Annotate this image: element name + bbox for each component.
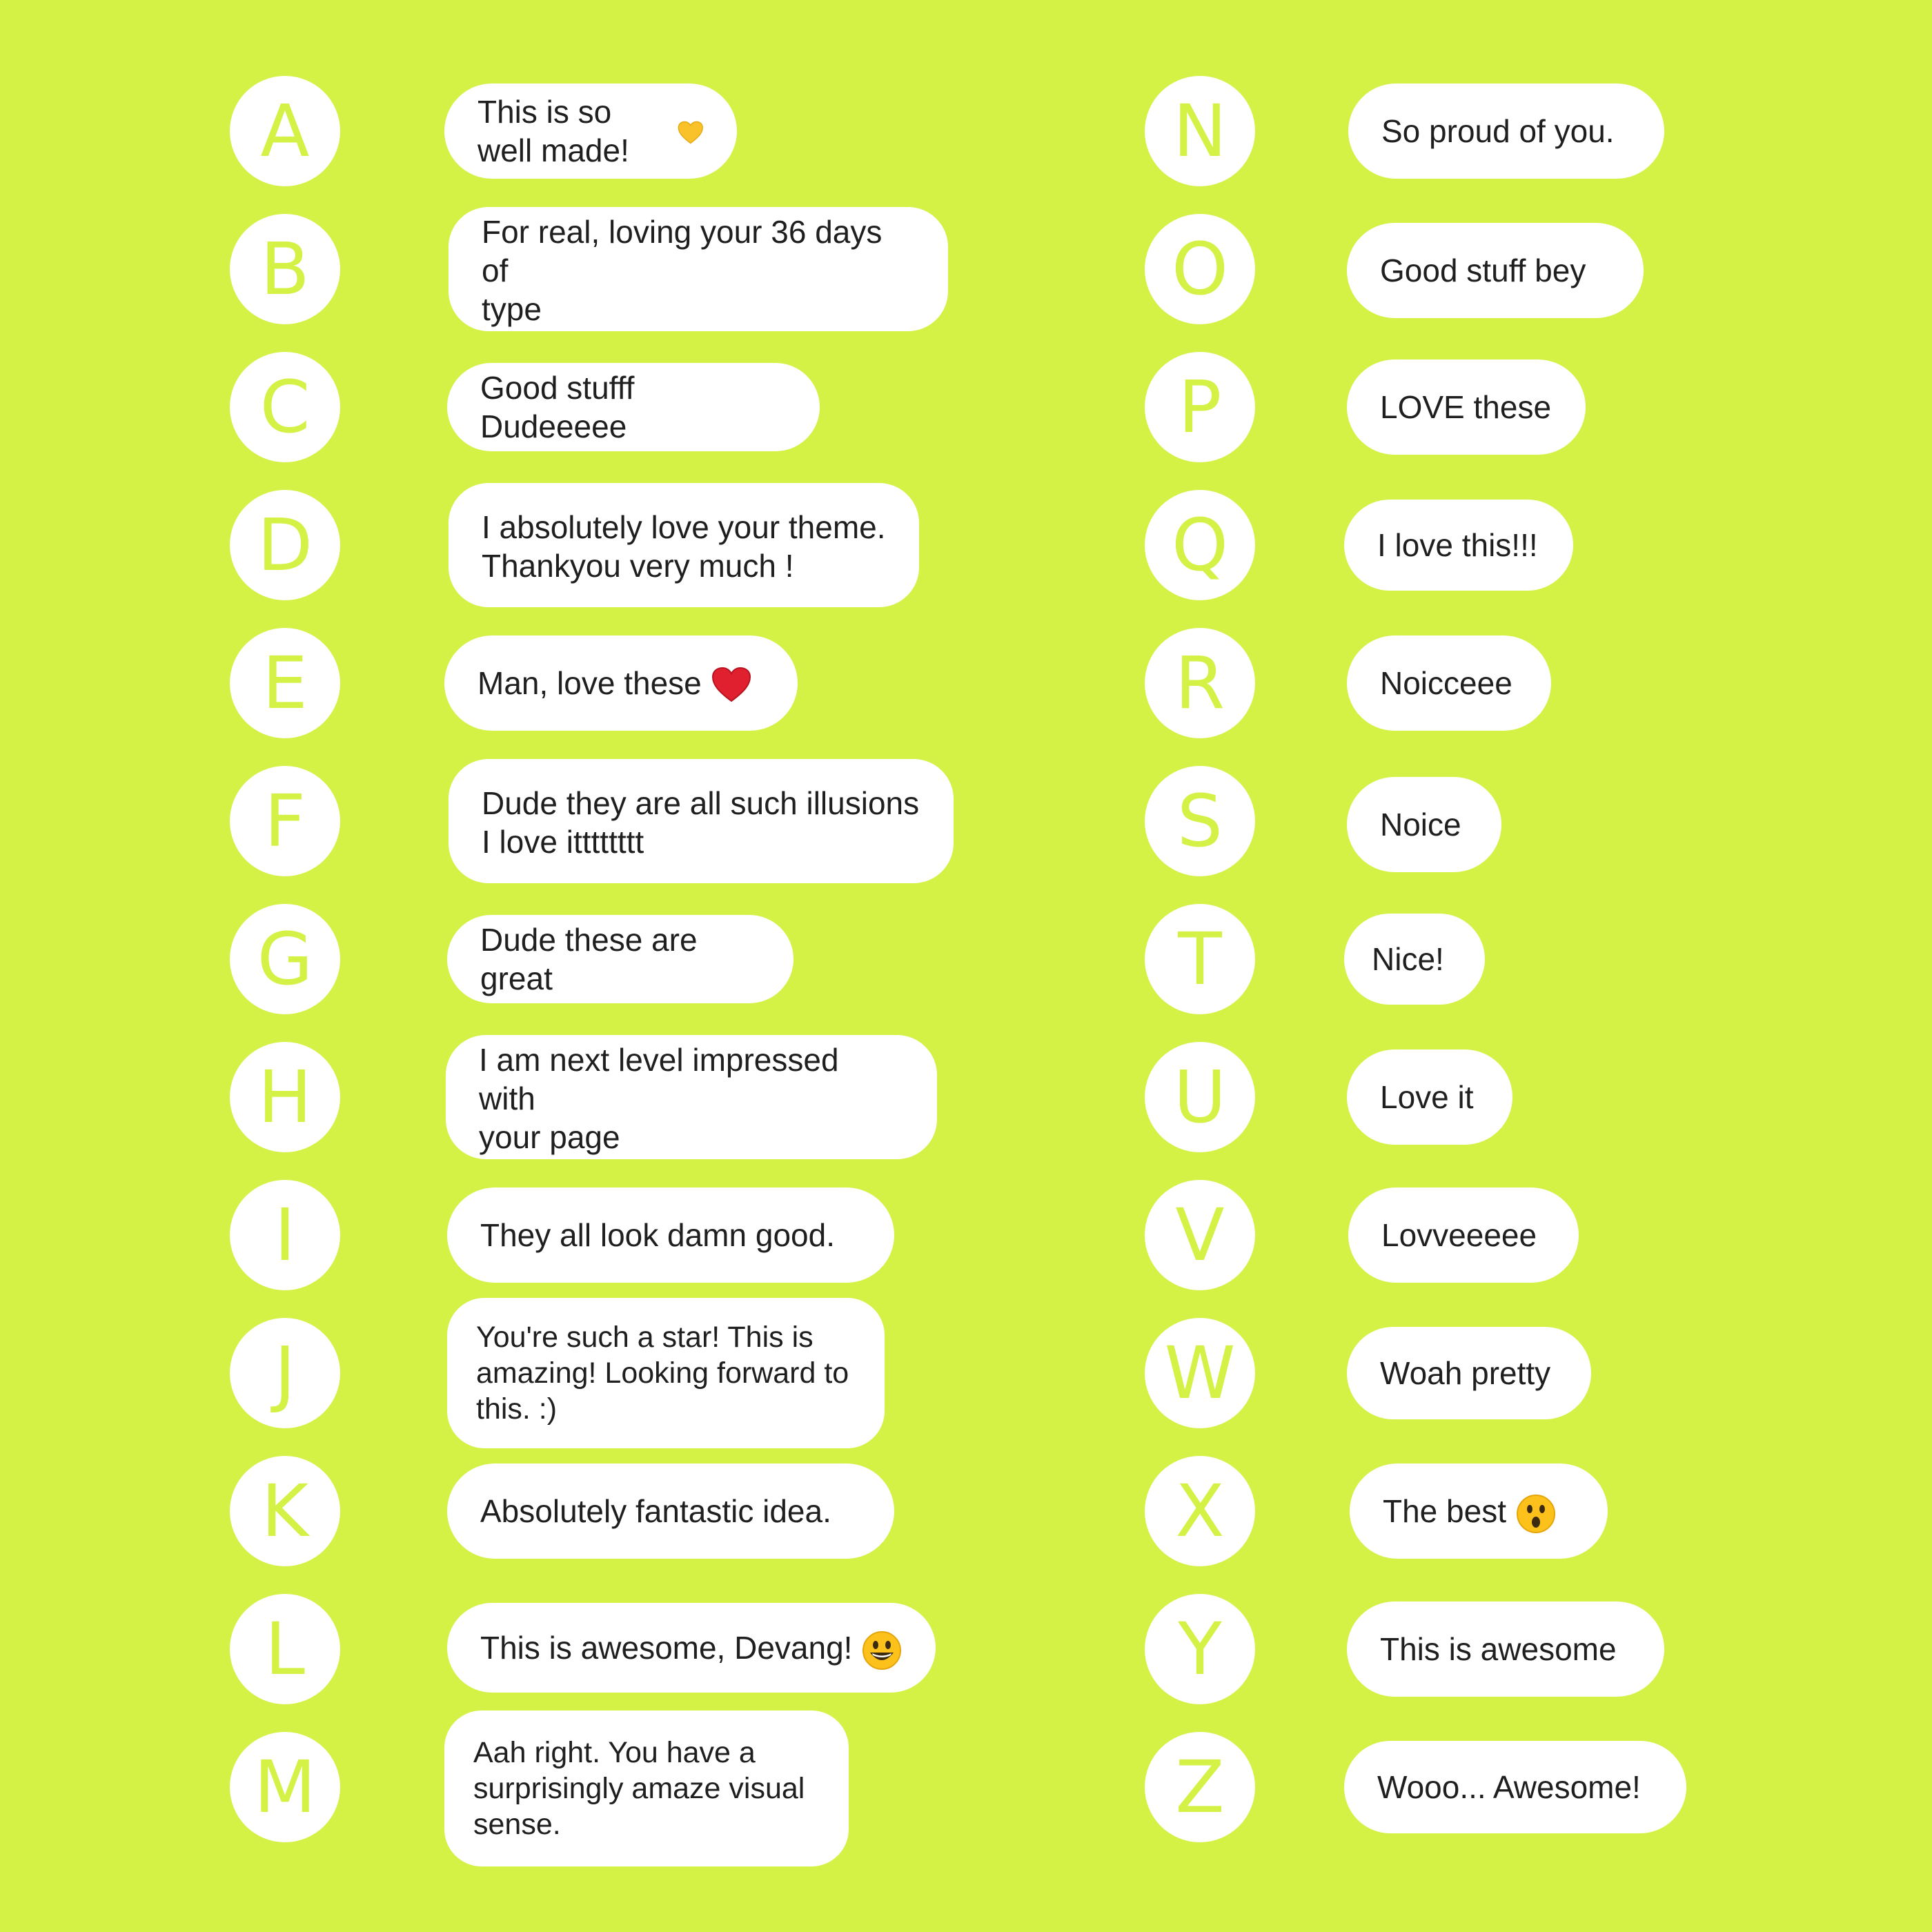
letter-badge: C (230, 352, 340, 462)
comment-bubble: Wooo... Awesome! (1344, 1741, 1686, 1833)
comment-row-u (1145, 1028, 1932, 1166)
letter-badge: W (1145, 1318, 1255, 1428)
comment-bubble: Aah right. You have a surprisingly amaze visual sense. (444, 1711, 849, 1866)
letter-badge: E (230, 628, 340, 738)
letter-badge: X (1145, 1456, 1255, 1566)
letter-badge: H (230, 1042, 340, 1152)
letter-badge: U (1145, 1042, 1255, 1152)
comment-bubble: Absolutely fantastic idea. (447, 1463, 894, 1559)
comment-bubble: So proud of you. (1348, 83, 1664, 179)
letter-badge: L (230, 1594, 340, 1704)
comment-bubble: LOVE these (1347, 359, 1586, 455)
comment-bubble: Noicceee (1347, 635, 1551, 731)
comment-bubble: This is awesome (1347, 1601, 1664, 1697)
astonished-face-icon (1516, 1494, 1556, 1534)
comment-bubble: I love this!!! (1344, 500, 1573, 591)
comment-text: The best (1383, 1493, 1506, 1529)
comment-bubble: You're such a star! This is amazing! Looking forward to this. :) (447, 1298, 885, 1448)
letter-badge: Q (1145, 490, 1255, 600)
comment-text: This is so well made! (477, 94, 629, 168)
letter-badge: T (1145, 904, 1255, 1014)
letter-badge: A (230, 76, 340, 186)
comment-bubble: Woah pretty (1347, 1327, 1591, 1419)
comment-row-v (1145, 1166, 1932, 1304)
comment-row-y (1145, 1580, 1932, 1718)
comment-bubble: Nice! (1344, 914, 1485, 1005)
letter-badge: G (230, 904, 340, 1014)
comment-bubble: Noice (1347, 777, 1501, 872)
comment-bubble: They all look damn good. (447, 1187, 894, 1283)
comment-bubble (1350, 1463, 1608, 1559)
comment-bubble: Good stufff Dudeeeee (447, 363, 820, 451)
letter-badge: S (1145, 766, 1255, 876)
comment-bubble: Good stuff bey (1347, 223, 1644, 318)
comment-row-t (1145, 890, 1932, 1028)
letter-badge: M (230, 1732, 340, 1842)
letter-badge: Z (1145, 1732, 1255, 1842)
comment-bubble: Dude these are great (447, 915, 793, 1003)
letter-badge: J (230, 1318, 340, 1428)
grinning-face-icon (862, 1630, 902, 1670)
comment-bubble: I am next level impressed with your page (446, 1035, 937, 1159)
comment-row-o (1145, 200, 1932, 338)
letter-badge: I (230, 1180, 340, 1290)
comment-bubble: Dude they are all such illusions I love itttttttt (448, 759, 954, 883)
comment-row-w (1145, 1304, 1932, 1442)
yellow-heart-icon (678, 115, 704, 150)
comment-bubble (444, 635, 798, 731)
comment-bubble: Lovveeeee (1348, 1187, 1579, 1283)
letter-badge: P (1145, 352, 1255, 462)
comment-bubble: For real, loving your 36 days of type (448, 207, 948, 331)
comment-bubble: I absolutely love your theme. Thankyou very much ! (448, 483, 919, 607)
comment-row-x (1145, 1442, 1932, 1580)
letter-badge: V (1145, 1180, 1255, 1290)
comment-row-p (1145, 338, 1932, 476)
comment-text: This is awesome, Devang! (480, 1630, 853, 1666)
comment-bubble (444, 83, 737, 179)
comment-row-r (1145, 614, 1932, 752)
letter-badge: Y (1145, 1594, 1255, 1704)
comment-row-n (1145, 62, 1932, 200)
comment-row-z (1145, 1718, 1932, 1856)
letter-badge: N (1145, 76, 1255, 186)
letter-badge: R (1145, 628, 1255, 738)
comment-bubble (447, 1603, 936, 1693)
red-heart-icon (711, 667, 751, 702)
letter-badge: K (230, 1456, 340, 1566)
right-column (966, 0, 1932, 1932)
letter-badge: F (230, 766, 340, 876)
comment-row-q (1145, 476, 1932, 614)
comment-bubble: Love it (1347, 1049, 1512, 1145)
letter-badge: B (230, 214, 340, 324)
comment-row-s (1145, 752, 1932, 890)
letter-badge: D (230, 490, 340, 600)
letter-badge: O (1145, 214, 1255, 324)
comment-text: Man, love these (477, 665, 702, 701)
